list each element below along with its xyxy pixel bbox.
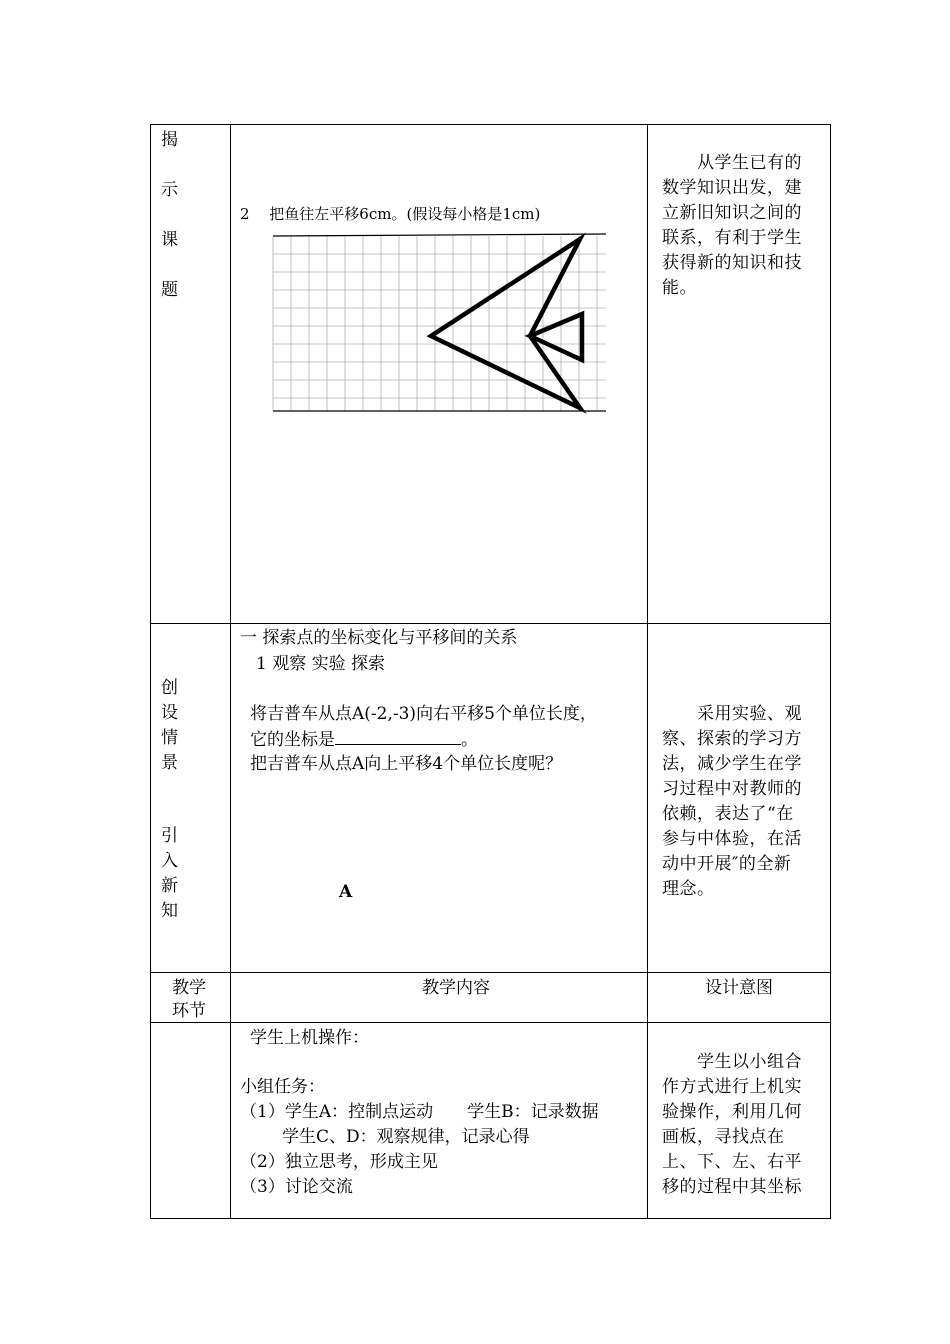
exercise-line-3: 把吉普车从点A向上平移4个单位长度呢？: [250, 754, 563, 774]
task-text: 2 把鱼往左平移6cm。(假设每小格是1cm): [240, 205, 541, 223]
section-label-char: 题: [161, 280, 178, 300]
section-label-char: 示: [161, 180, 178, 200]
design-intent-note-2: [662, 702, 824, 902]
section-label-char: 课: [161, 230, 178, 250]
note-line: 理念。: [662, 879, 715, 899]
table-row-divider-2: [150, 972, 831, 973]
note-line: 采用实验、观: [662, 704, 802, 724]
section-label-char: 景: [161, 753, 178, 773]
note-line: 习过程中对教师的: [662, 779, 802, 799]
section-heading: 一 探索点的坐标变化与平移间的关系: [240, 628, 518, 648]
activity-line-1: 学生上机操作：: [250, 1028, 369, 1048]
table-col-divider-1: [230, 124, 231, 1219]
activity-task-1: （1）学生A：控制点运动 学生B：记录数据: [240, 1102, 599, 1122]
note-line: 依赖，表达了“在: [662, 804, 794, 824]
note-line: 上、下、左、右平: [662, 1152, 802, 1172]
note-line: 作方式进行上机实: [662, 1077, 802, 1097]
note-line: 移的过程中其坐标: [662, 1177, 802, 1197]
table-border-top: [150, 124, 831, 125]
exercise-line-2-prefix: 它的坐标是: [250, 730, 335, 750]
note-line: 联系，有利于学生: [662, 228, 802, 248]
note-line: 学生以小组合: [662, 1052, 802, 1072]
header-teaching-stage-2: 环节: [172, 1001, 206, 1021]
table-border-left: [150, 124, 151, 1219]
note-line: 法，减少学生在学: [662, 754, 802, 774]
header-teaching-stage: 教学: [172, 978, 206, 998]
table-col-divider-2: [647, 124, 648, 1219]
note-line: 动中开展″的全新: [662, 854, 792, 874]
note-line: 数学知识出发，建: [662, 178, 802, 198]
section-label-char: 创: [161, 678, 178, 698]
section-label-char: 入: [161, 851, 178, 871]
grid-top-border: [273, 234, 606, 236]
section-label-char: 新: [161, 876, 178, 896]
answer-blank: [335, 727, 461, 745]
subheading: 1 观察 实验 探索: [256, 654, 386, 674]
activity-line-2: 小组任务：: [240, 1077, 325, 1097]
section-label-char: 引: [161, 826, 178, 846]
note-line: 验操作，利用几何: [662, 1102, 802, 1122]
activity-task-3: （3）讨论交流: [240, 1177, 353, 1197]
exercise-line-2-suffix: 。: [461, 730, 478, 750]
table-row-divider-1: [150, 623, 831, 624]
exercise-line-2: [250, 727, 478, 753]
table-border-bottom: [150, 1218, 831, 1219]
fish-grid-figure: [268, 230, 613, 415]
note-line: 能。: [662, 278, 697, 298]
note-line: 察、探索的学习方: [662, 729, 802, 749]
section-label-char: 揭: [161, 130, 178, 150]
note-line: 参与中体验，在活: [662, 829, 802, 849]
header-design-intent: 设计意图: [705, 978, 773, 998]
design-intent-note-3: [662, 1050, 824, 1200]
section-label-char: 设: [161, 703, 178, 723]
table-row-divider-3: [150, 1022, 831, 1023]
table-border-right: [830, 124, 831, 1219]
exercise-line-1: 将吉普车从点A(-2,-3)向右平移5个单位长度，: [250, 704, 597, 724]
note-line: 立新旧知识之间的: [662, 203, 802, 223]
note-line: 获得新的知识和技: [662, 253, 802, 273]
design-intent-note-1: [662, 151, 824, 301]
note-line: 从学生已有的: [662, 153, 802, 173]
section-label-char: 情: [161, 728, 178, 748]
activity-task-2: （2）独立思考，形成主见: [240, 1152, 438, 1172]
point-a-label: A: [339, 882, 353, 902]
header-teaching-content: 教学内容: [422, 978, 490, 998]
section-label-char: 知: [161, 901, 178, 921]
activity-task-1b: 学生C、D：观察规律，记录心得: [282, 1127, 530, 1147]
note-line: 画板，寻找点在: [662, 1127, 785, 1147]
